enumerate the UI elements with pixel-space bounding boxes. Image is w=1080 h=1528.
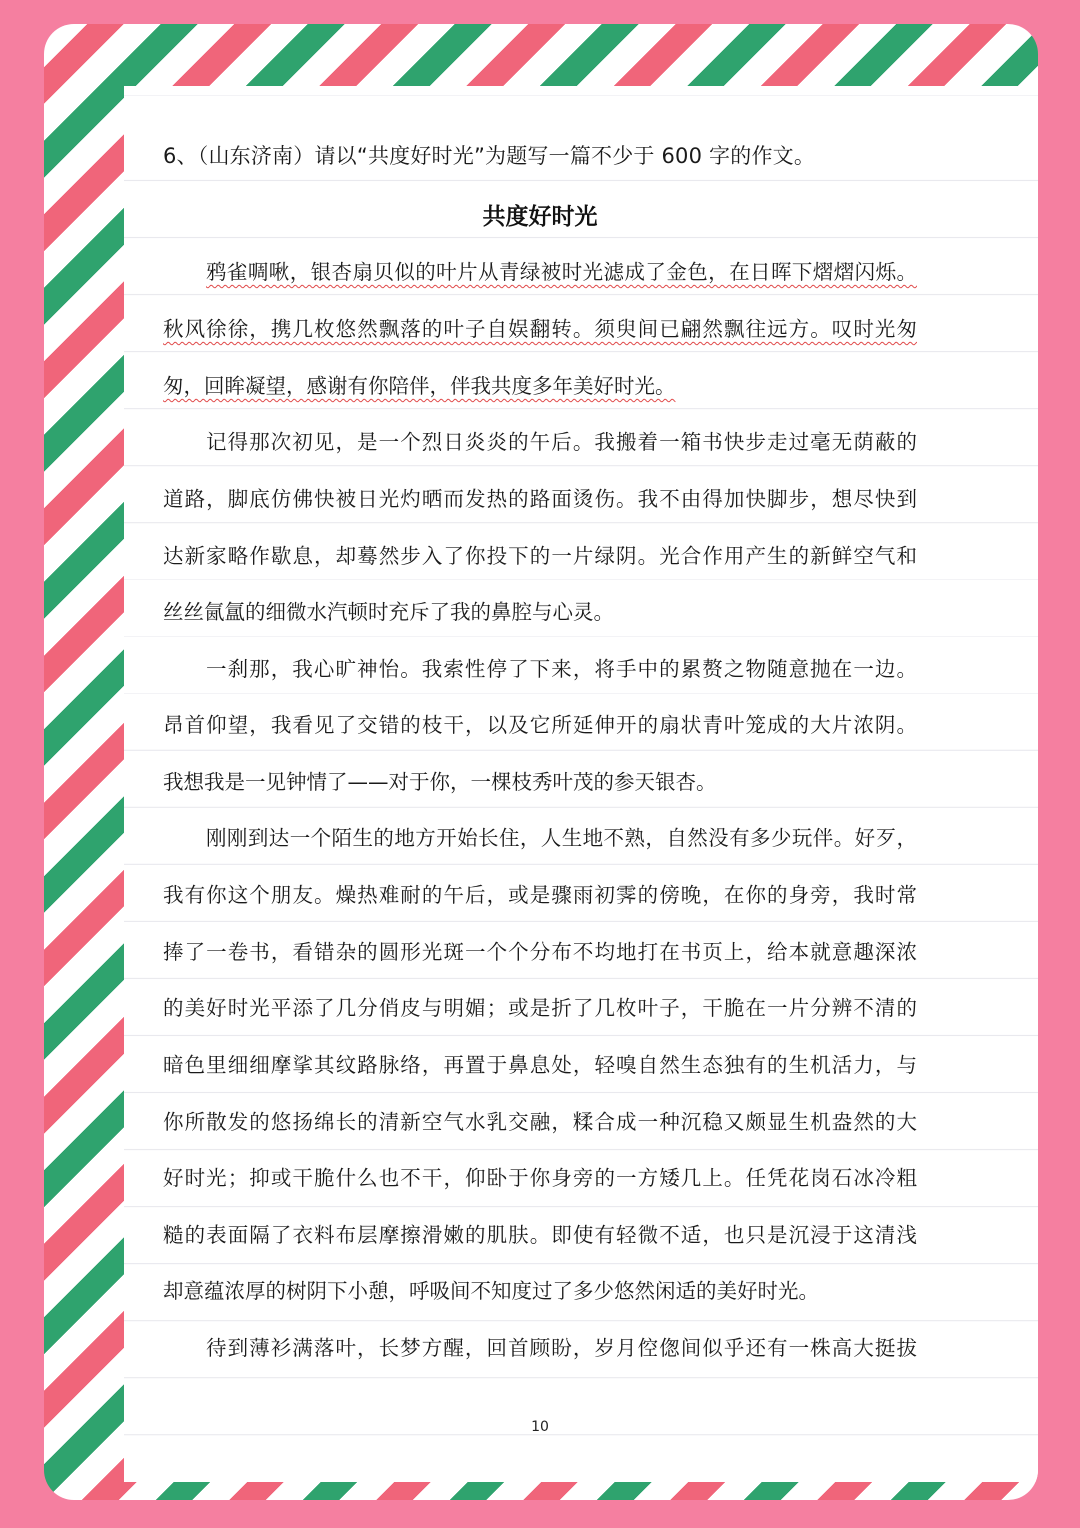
essay-line: 我想我是一见钟情了——对于你，一棵枝秀叶茂的参天银杏。 <box>163 770 717 794</box>
page-number: 10 <box>531 1419 549 1435</box>
essay-line: 我有你这个朋友。燥热难耐的午后，或是骤雨初霁的傍晚，在你的身旁，我时常 <box>163 883 917 907</box>
essay-line: 的美好时光平添了几分俏皮与明媚；或是折了几枚叶子，干脆在一片分辨不清的 <box>163 996 917 1020</box>
essay-line: 道路，脚底仿佛快被日光灼晒而发热的路面烫伤。我不由得加快脚步，想尽快到 <box>163 487 917 511</box>
question-prompt: 6、（山东济南）请以“共度好时光”为题写一篇不少于 600 字的作文。 <box>163 144 816 168</box>
essay-line: 你所散发的悠扬绵长的清新空气水乳交融，糅合成一种沉稳又颇显生机盎然的大 <box>163 1110 917 1134</box>
essay-line <box>206 257 917 287</box>
essay-line <box>163 371 917 401</box>
essay-title: 共度好时光 <box>482 204 598 230</box>
essay-line: 记得那次初见，是一个烈日炎炎的午后。我搬着一箱书快步走过毫无荫蔽的 <box>206 430 917 454</box>
essay-line: 昂首仰望，我看见了交错的枝干，以及它所延伸开的扇状青叶笼成的大片浓阴。 <box>163 713 917 737</box>
essay-line <box>163 314 917 344</box>
essay-line: 却意蕴浓厚的树阴下小憩，呼吸间不知度过了多少悠然闲适的美好时光。 <box>163 1279 819 1303</box>
essay-line: 达新家略作歇息，却蓦然步入了你投下的一片绿阴。光合作用产生的新鲜空气和 <box>163 544 917 568</box>
highlighted-text: 匆，回眸凝望，感谢有你陪伴，伴我共度多年美好时光。 <box>163 374 676 398</box>
highlighted-text: 秋风徐徐，携几枚悠然飘落的叶子自娱翻转。须臾间已翩然飘往远方。叹时光匆 <box>163 317 917 341</box>
essay-line: 待到薄衫满落叶，长梦方醒，回首顾盼，岁月倥偬间似乎还有一株高大挺拔 <box>206 1336 917 1360</box>
essay-line: 捧了一卷书，看错杂的圆形光斑一个个分布不均地打在书页上，给本就意趣深浓 <box>163 940 917 964</box>
essay-line: 暗色里细细摩挲其纹路脉络，再置于鼻息处，轻嗅自然生态独有的生机活力，与 <box>163 1053 917 1077</box>
essay-line: 刚刚到达一个陌生的地方开始长住，人生地不熟，自然没有多少玩伴。好歹， <box>206 826 917 850</box>
essay-line: 好时光；抑或干脆什么也不干，仰卧于你身旁的一方矮几上。任凭花岗石冰冷粗 <box>163 1166 917 1190</box>
highlighted-text: 鸦雀啁啾，银杏扇贝似的叶片从青绿被时光滤成了金色，在日晖下熠熠闪烁。 <box>206 260 917 284</box>
essay-line: 糙的表面隔了衣料布层摩擦滑嫩的肌肤。即使有轻微不适，也只是沉浸于这清浅 <box>163 1223 917 1247</box>
essay-line: 丝丝氤氲的细微水汽顿时充斥了我的鼻腔与心灵。 <box>163 600 614 624</box>
essay-line: 一刹那，我心旷神怡。我索性停了下来，将手中的累赘之物随意抛在一边。 <box>206 657 917 681</box>
